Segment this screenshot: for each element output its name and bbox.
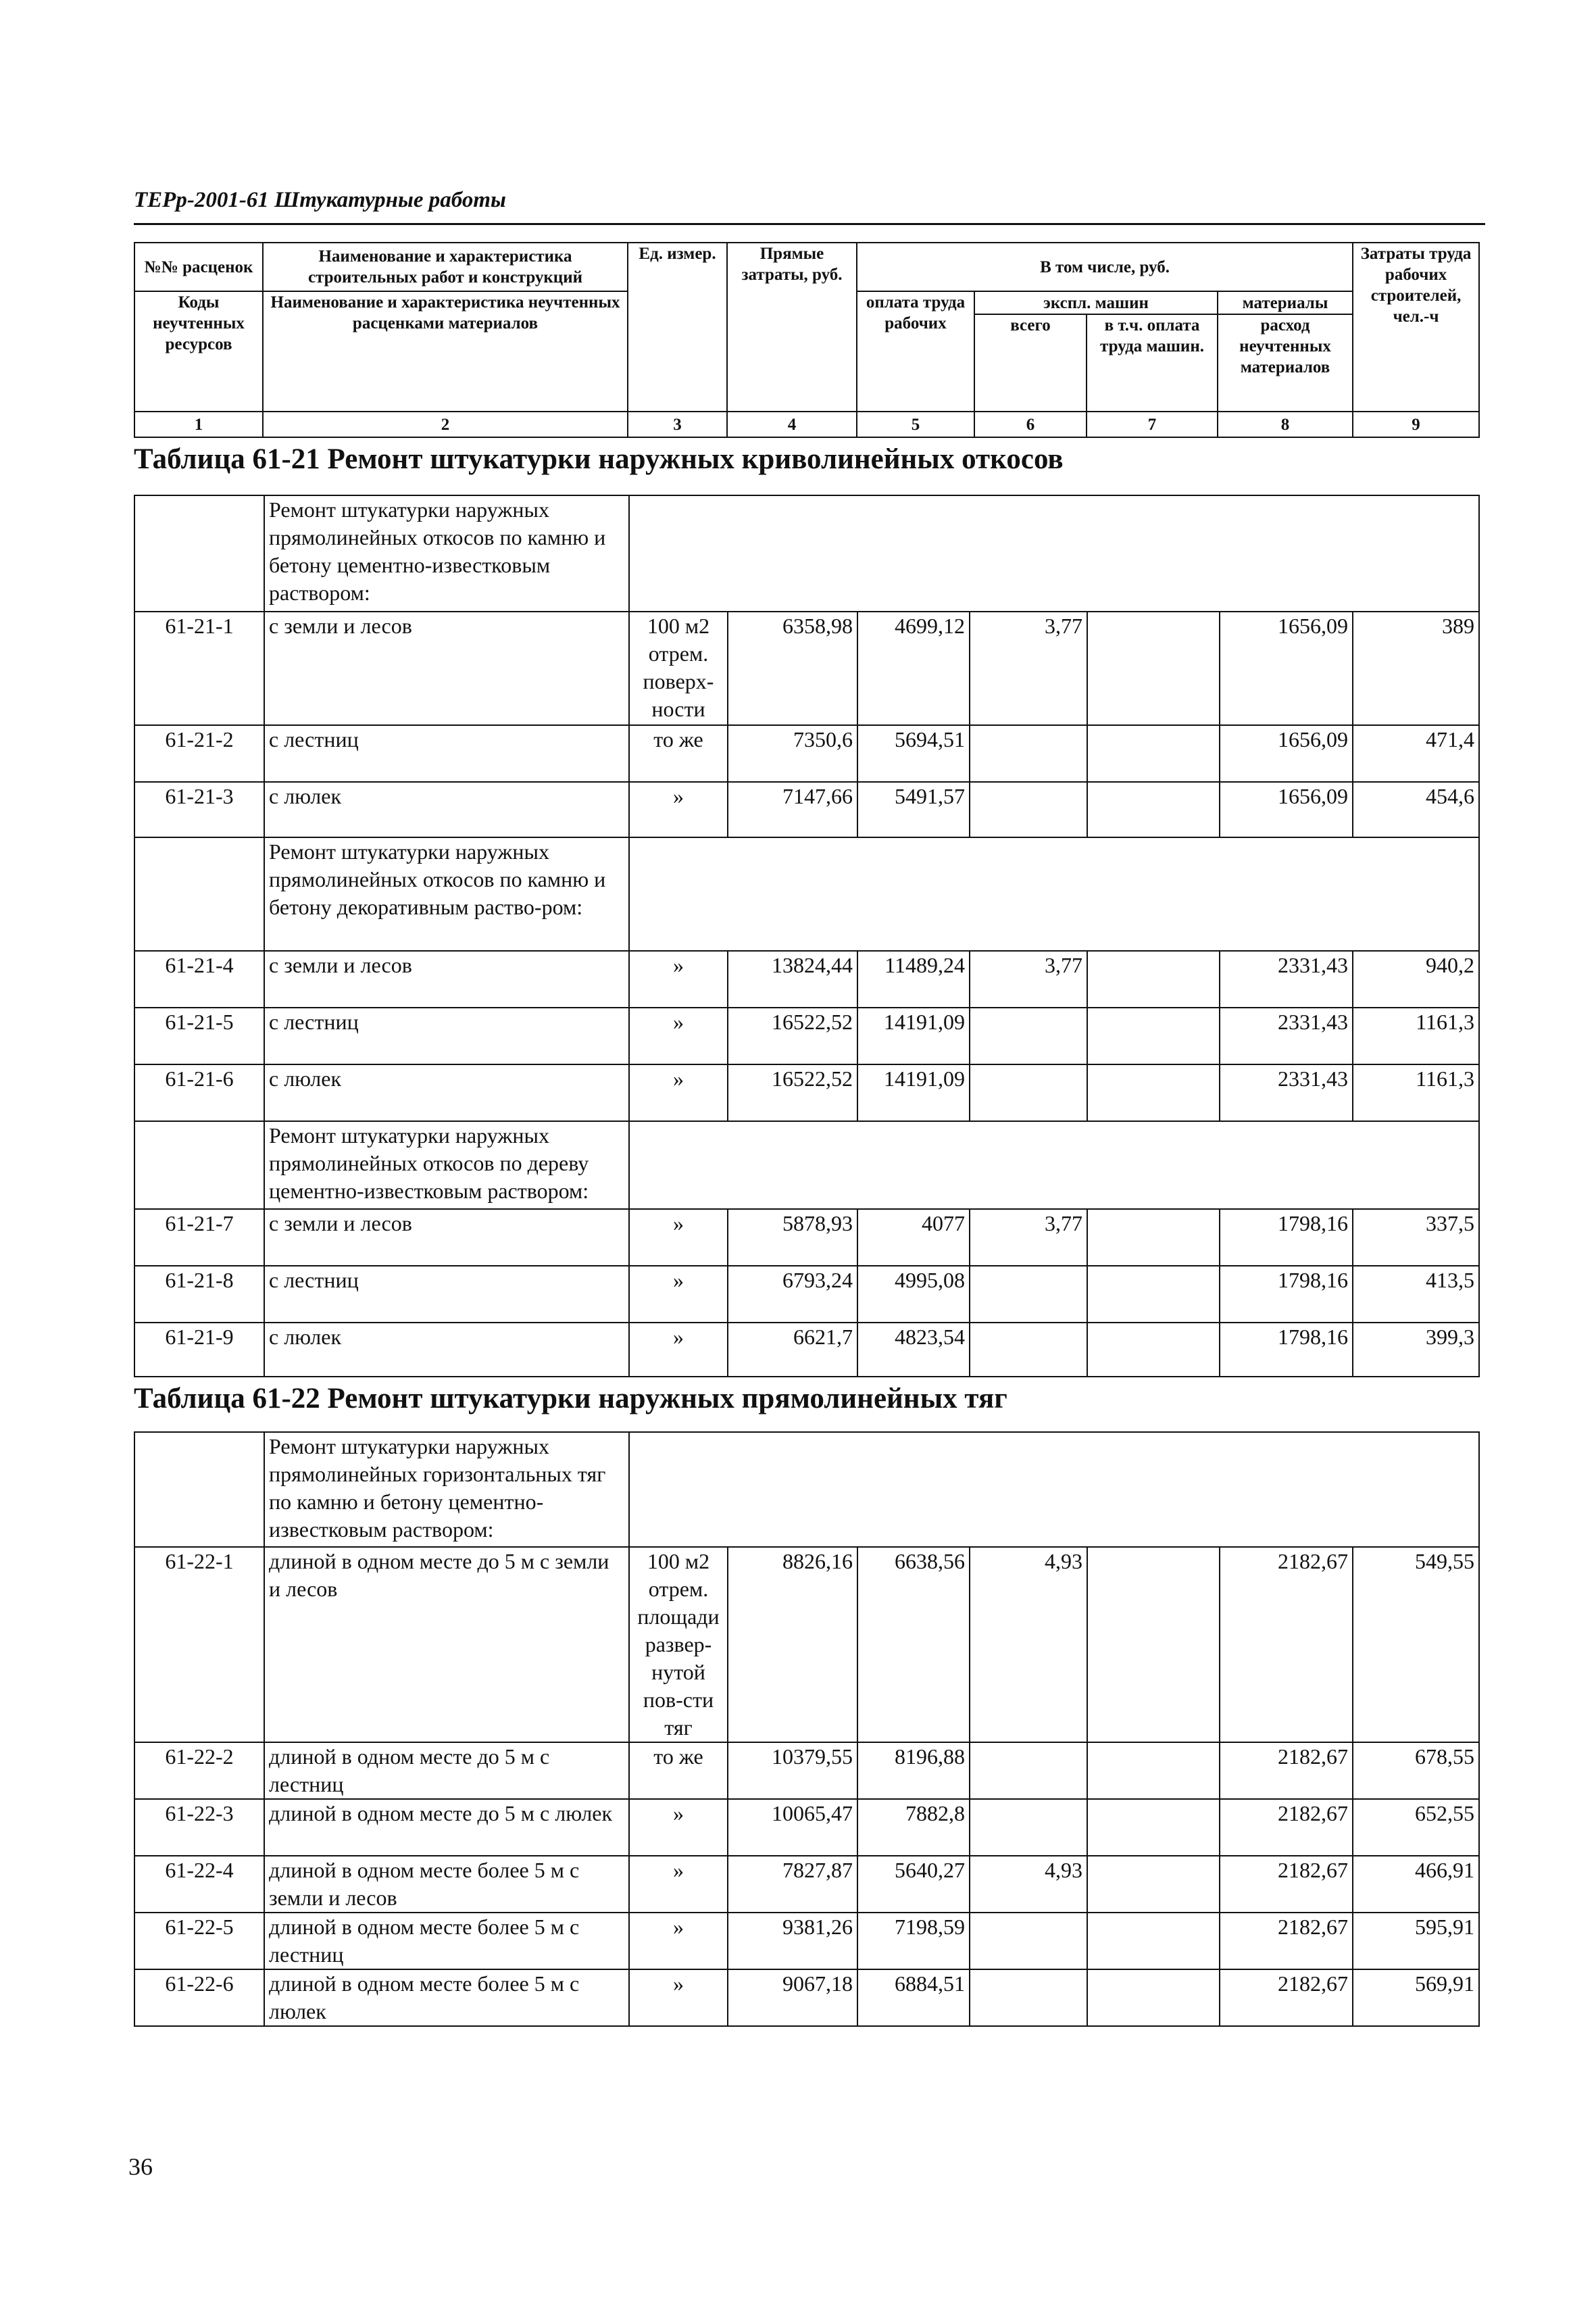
group-heading-row [134, 837, 1479, 951]
header-rule [134, 223, 1485, 225]
rate-code: 61-22-4 [134, 1856, 264, 1913]
unit: » [629, 1799, 728, 1856]
header-col7: в т.ч. оплата труда машин. [1087, 314, 1218, 412]
rate-code: 61-22-2 [134, 1742, 264, 1799]
work-name: длиной в одном месте до 5 м с лестниц [264, 1742, 629, 1799]
materials: 2331,43 [1220, 1064, 1353, 1121]
labor-hours: 337,5 [1353, 1209, 1479, 1266]
header-num-7: 7 [1087, 412, 1218, 437]
table-row [134, 1547, 1479, 1742]
group-heading-row [134, 1432, 1479, 1547]
machine-labor-pay [1087, 725, 1220, 782]
table-row [134, 1913, 1479, 1969]
header-num-9: 9 [1353, 412, 1479, 437]
labor-pay: 14191,09 [857, 1064, 970, 1121]
labor-pay: 8196,88 [857, 1742, 970, 1799]
unit: » [629, 951, 728, 1008]
table-row [134, 612, 1479, 725]
labor-pay: 5694,51 [857, 725, 970, 782]
header-num-3: 3 [628, 412, 727, 437]
labor-pay: 5491,57 [857, 782, 970, 837]
unit: 100 м2 отрем. площади развер-нутой пов-сти тяг [629, 1547, 728, 1742]
machine-operation [970, 725, 1087, 782]
direct-costs: 16522,52 [728, 1064, 857, 1121]
labor-pay: 4823,54 [857, 1323, 970, 1377]
header-col2-bottom: Наименование и характеристика неучтенных расценками материалов [263, 291, 628, 412]
labor-hours: 1161,3 [1353, 1008, 1479, 1064]
machine-labor-pay [1087, 1799, 1220, 1856]
direct-costs: 9381,26 [728, 1913, 857, 1969]
labor-pay: 14191,09 [857, 1008, 970, 1064]
table-row [134, 1969, 1479, 2026]
header-num-4: 4 [727, 412, 857, 437]
unit: » [629, 1323, 728, 1377]
rate-code: 61-21-5 [134, 1008, 264, 1064]
rate-code: 61-21-8 [134, 1266, 264, 1323]
direct-costs: 7827,87 [728, 1856, 857, 1913]
group-heading-filler [629, 837, 1479, 951]
unit: » [629, 1913, 728, 1969]
table-row [134, 1064, 1479, 1121]
materials: 2182,67 [1220, 1742, 1353, 1799]
header-col5: оплата труда рабочих [857, 291, 974, 412]
direct-costs: 16522,52 [728, 1008, 857, 1064]
machine-labor-pay [1087, 1742, 1220, 1799]
machine-operation: 4,93 [970, 1856, 1087, 1913]
machine-operation [970, 1323, 1087, 1377]
rate-code: 61-21-2 [134, 725, 264, 782]
header-num-2: 2 [263, 412, 628, 437]
unit: » [629, 1064, 728, 1121]
labor-hours: 471,4 [1353, 725, 1479, 782]
machine-operation: 4,93 [970, 1547, 1087, 1742]
table-row [134, 1323, 1479, 1377]
rate-code: 61-22-1 [134, 1547, 264, 1742]
header-col4: Прямые затраты, руб. [727, 243, 857, 412]
table-61-22-title: Таблица 61-22 Ремонт штукатурки наружных прямолинейных тяг [134, 1383, 1007, 1414]
machine-operation: 3,77 [970, 951, 1087, 1008]
page-number: 36 [128, 2153, 153, 2180]
labor-pay: 4995,08 [857, 1266, 970, 1323]
header-col6: всего [974, 314, 1087, 412]
header-group: В том числе, руб. [857, 243, 1353, 291]
labor-hours: 678,55 [1353, 1742, 1479, 1799]
direct-costs: 10065,47 [728, 1799, 857, 1856]
header-col1-bottom: Коды неучтенных ресурсов [134, 291, 263, 412]
rate-code: 61-22-3 [134, 1799, 264, 1856]
direct-costs: 7350,6 [728, 725, 857, 782]
code-cell-empty [134, 837, 264, 951]
labor-pay: 7882,8 [857, 1799, 970, 1856]
labor-hours: 399,3 [1353, 1323, 1479, 1377]
machine-labor-pay [1087, 782, 1220, 837]
labor-hours: 569,91 [1353, 1969, 1479, 2026]
rate-code: 61-21-4 [134, 951, 264, 1008]
header-num-1: 1 [134, 412, 263, 437]
rates-table-61-22 [134, 1431, 1480, 2027]
header-col9: Затраты труда рабочих строителей, чел.-ч [1353, 243, 1479, 412]
work-name: с люлек [264, 782, 629, 837]
direct-costs: 7147,66 [728, 782, 857, 837]
machine-labor-pay [1087, 1547, 1220, 1742]
labor-hours: 549,55 [1353, 1547, 1479, 1742]
table-row [134, 782, 1479, 837]
header-col8: расход неучтенных материалов [1218, 314, 1353, 412]
unit: » [629, 1008, 728, 1064]
machine-labor-pay [1087, 951, 1220, 1008]
unit: » [629, 1266, 728, 1323]
table-row [134, 1209, 1479, 1266]
group-heading-row [134, 1121, 1479, 1209]
running-head: ТЕРр-2001-61 Штукатурные работы [134, 188, 506, 212]
table-row [134, 725, 1479, 782]
materials: 2182,67 [1220, 1799, 1353, 1856]
labor-pay: 4699,12 [857, 612, 970, 725]
header-materials: материалы [1218, 291, 1353, 314]
labor-pay: 6638,56 [857, 1547, 970, 1742]
machine-operation [970, 1799, 1087, 1856]
direct-costs: 5878,93 [728, 1209, 857, 1266]
work-name: длиной в одном месте до 5 м с земли и лесов [264, 1547, 629, 1742]
machine-operation [970, 1969, 1087, 2026]
machine-operation [970, 1266, 1087, 1323]
direct-costs: 13824,44 [728, 951, 857, 1008]
header-col1-top: №№ расценок [134, 243, 263, 291]
labor-pay: 5640,27 [857, 1856, 970, 1913]
machine-operation [970, 1008, 1087, 1064]
group-heading: Ремонт штукатурки наружных прямолинейных откосов по камню и бетону цементно-известковым раствором: [264, 495, 629, 612]
table-row [134, 1742, 1479, 1799]
labor-hours: 595,91 [1353, 1913, 1479, 1969]
machine-operation: 3,77 [970, 1209, 1087, 1266]
header-col3: Ед. измер. [628, 243, 727, 412]
unit: » [629, 1856, 728, 1913]
machine-labor-pay [1087, 1064, 1220, 1121]
work-name: с люлек [264, 1064, 629, 1121]
header-col2-top: Наименование и характеристика строительных работ и конструкций [263, 243, 628, 291]
materials: 2182,67 [1220, 1856, 1353, 1913]
machine-labor-pay [1087, 612, 1220, 725]
table-row [134, 1856, 1479, 1913]
materials: 2331,43 [1220, 951, 1353, 1008]
machine-operation [970, 1064, 1087, 1121]
rates-table-61-21 [134, 495, 1480, 1377]
labor-hours: 454,6 [1353, 782, 1479, 837]
work-name: длиной в одном месте более 5 м с люлек [264, 1969, 629, 2026]
machine-operation [970, 1742, 1087, 1799]
header-num-8: 8 [1218, 412, 1353, 437]
group-heading: Ремонт штукатурки наружных прямолинейных откосов по дереву цементно-известковым раствором: [264, 1121, 629, 1209]
labor-hours: 389 [1353, 612, 1479, 725]
header-num-6: 6 [974, 412, 1087, 437]
header-expl: экспл. машин [974, 291, 1218, 314]
group-heading: Ремонт штукатурки наружных прямолинейных горизонтальных тяг по камню и бетону цементно-известковым раствором: [264, 1432, 629, 1547]
materials: 1798,16 [1220, 1266, 1353, 1323]
rate-code: 61-21-1 [134, 612, 264, 725]
labor-hours: 652,55 [1353, 1799, 1479, 1856]
group-heading-filler [629, 1121, 1479, 1209]
rate-code: 61-21-6 [134, 1064, 264, 1121]
work-name: с земли и лесов [264, 951, 629, 1008]
work-name: с лестниц [264, 725, 629, 782]
work-name: длиной в одном месте более 5 м с лестниц [264, 1913, 629, 1969]
unit: 100 м2 отрем. поверх-ности [629, 612, 728, 725]
direct-costs: 9067,18 [728, 1969, 857, 2026]
rate-code: 61-22-6 [134, 1969, 264, 2026]
machine-labor-pay [1087, 1913, 1220, 1969]
rate-code: 61-21-7 [134, 1209, 264, 1266]
materials: 2182,67 [1220, 1547, 1353, 1742]
unit: » [629, 1969, 728, 2026]
labor-pay: 7198,59 [857, 1913, 970, 1969]
direct-costs: 6358,98 [728, 612, 857, 725]
labor-hours: 466,91 [1353, 1856, 1479, 1913]
machine-operation [970, 1913, 1087, 1969]
direct-costs: 6621,7 [728, 1323, 857, 1377]
labor-hours: 1161,3 [1353, 1064, 1479, 1121]
machine-labor-pay [1087, 1008, 1220, 1064]
machine-operation: 3,77 [970, 612, 1087, 725]
labor-hours: 940,2 [1353, 951, 1479, 1008]
work-name: с люлек [264, 1323, 629, 1377]
column-header-table [134, 242, 1480, 438]
work-name: с лестниц [264, 1266, 629, 1323]
table-row [134, 1799, 1479, 1856]
machine-labor-pay [1087, 1856, 1220, 1913]
code-cell-empty [134, 495, 264, 612]
labor-hours: 413,5 [1353, 1266, 1479, 1323]
rate-code: 61-21-3 [134, 782, 264, 837]
materials: 1798,16 [1220, 1209, 1353, 1266]
materials: 1656,09 [1220, 782, 1353, 837]
work-name: с лестниц [264, 1008, 629, 1064]
group-heading: Ремонт штукатурки наружных прямолинейных откосов по камню и бетону декоративным раство-ром: [264, 837, 629, 951]
code-cell-empty [134, 1432, 264, 1547]
materials: 2182,67 [1220, 1969, 1353, 2026]
machine-labor-pay [1087, 1266, 1220, 1323]
labor-pay: 4077 [857, 1209, 970, 1266]
materials: 2331,43 [1220, 1008, 1353, 1064]
group-heading-row [134, 495, 1479, 612]
rate-code: 61-21-9 [134, 1323, 264, 1377]
unit: то же [629, 1742, 728, 1799]
work-name: с земли и лесов [264, 612, 629, 725]
materials: 1656,09 [1220, 725, 1353, 782]
unit: » [629, 1209, 728, 1266]
rate-code: 61-22-5 [134, 1913, 264, 1969]
machine-labor-pay [1087, 1209, 1220, 1266]
table-row [134, 951, 1479, 1008]
direct-costs: 6793,24 [728, 1266, 857, 1323]
direct-costs: 10379,55 [728, 1742, 857, 1799]
labor-pay: 6884,51 [857, 1969, 970, 2026]
machine-labor-pay [1087, 1323, 1220, 1377]
materials: 1656,09 [1220, 612, 1353, 725]
direct-costs: 8826,16 [728, 1547, 857, 1742]
table-row [134, 1008, 1479, 1064]
materials: 1798,16 [1220, 1323, 1353, 1377]
table-row [134, 1266, 1479, 1323]
machine-operation [970, 782, 1087, 837]
unit: то же [629, 725, 728, 782]
code-cell-empty [134, 1121, 264, 1209]
work-name: длиной в одном месте более 5 м с земли и лесов [264, 1856, 629, 1913]
group-heading-filler [629, 1432, 1479, 1547]
table-61-21-title: Таблица 61-21 Ремонт штукатурки наружных криволинейных откосов [134, 443, 1064, 475]
labor-pay: 11489,24 [857, 951, 970, 1008]
work-name: с земли и лесов [264, 1209, 629, 1266]
group-heading-filler [629, 495, 1479, 612]
header-num-5: 5 [857, 412, 974, 437]
work-name: длиной в одном месте до 5 м с люлек [264, 1799, 629, 1856]
machine-labor-pay [1087, 1969, 1220, 2026]
unit: » [629, 782, 728, 837]
materials: 2182,67 [1220, 1913, 1353, 1969]
